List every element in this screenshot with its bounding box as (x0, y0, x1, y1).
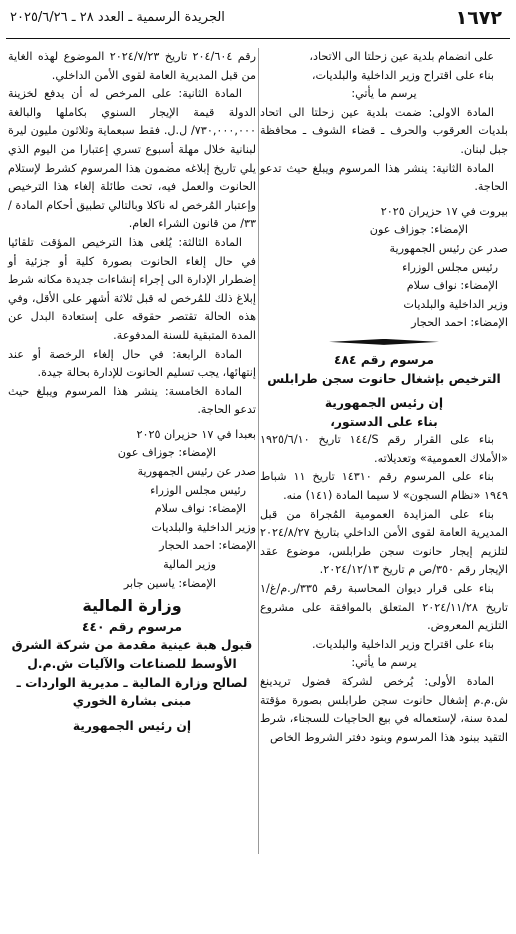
decree-clause: يرسم ما يأتي: (351, 656, 417, 670)
paragraph: بناء على قرار ديوان المحاسبة رقم ٣٣٥/ر.م/غ/١ تاريخ ٢٠٢٤/١١/٢٨ المتعلق بالموافقة على مشروع التلزيم المعروض. (260, 582, 508, 633)
issued-by: صدر عن رئيس الجمهورية (389, 241, 508, 255)
column-divider (258, 48, 259, 854)
left-column (8, 48, 256, 735)
article: المادة الخامسة: ينشر هذا المرسوم ويبلغ حيث تدعو الحاجة. (8, 384, 256, 417)
paragraph: بناء على اقتراح وزير الداخلية والبلديات، (311, 68, 494, 82)
right-column (260, 48, 508, 747)
paragraph: على انضمام بلدية عين زحلتا الى الاتحاد، (309, 50, 494, 63)
president-intro: إن رئيس الجمهورية (72, 718, 192, 733)
article: المادة الاولى: ضمت بلدية عين زحلتا الى اتحاد بلديات العرقوب والحرف ـ قضاء الشوف ـ محافظة جبل لبنان. (260, 105, 508, 156)
signature: الإمضاء: جوزاف عون (369, 223, 468, 237)
official-title: وزير الداخلية والبلديات (151, 520, 256, 534)
official-title: رئيس مجلس الوزراء (402, 260, 498, 274)
article: المادة الثالثة: يُلغى هذا الترخيص المؤقت تلقائيا في حال إلغاء الحانوت بصورة كلية أو جزئية أو إضطرار الإدارة الى إجراء إنشاءات جديدة مكانه شرط إبلاغ ذلك للمُرخص له قبل ثلاثة أشهر على الأقل، وفي هذه الحالة تقتصر حقوقه على إستعادة البدل عن المدة المتبقية للسنة المدفوعة. (8, 235, 256, 342)
decree-subject: الترخيص بإشغال حانوت سجن طرابلس (267, 371, 501, 386)
official-title: وزير المالية (163, 558, 216, 572)
article: المادة الثانية: على المرخص له أن يدفع لخزينة الدولة قيمة الإيجار السنوي بكاملها والبالغة ٧٣٠,٠٠٠,٠٠٠/ ل.ل. فقط سبعماية وثلاثون مليون ليرة لبنانية خلال مهلة أسبوع تسري إعتبارا من اليوم الذي يلي تاريخ إبلاغه مضمون هذا المرسوم كشرط لإستلام الحانوت والعمل فيه، تحت طائلة إلغاء هذا الترخيص وإعتبار المُرخص له ناكلا وبالتالي تطبيق أحكام المادة /٣٣/ من قانون الشراء العام. (8, 87, 256, 231)
paragraph: بناء على المزايدة العمومية المُجراة من قبل المديرية العامة لقوى الأمن الداخلي بتاريخ ٢٠٢٤/٨/٢٧ لتلزيم إيجار حانوت سجن طرابلس، موضوع عقد الإيجار رقم ٣٥٠/ص م تاريخ ٢٠٢٤/١٢/١٣. (260, 507, 508, 577)
official-title: رئيس مجلس الوزراء (150, 483, 246, 497)
signature: الإمضاء: نواف سلام (154, 502, 246, 516)
signature: الإمضاء: جوزاف عون (117, 446, 216, 460)
issue-info: الجريدة الرسمية ـ العدد ٢٨ ـ ٢٠٢٥/٦/٢٦ (10, 10, 225, 25)
decree-number: مرسوم رقم ٤٨٤ (334, 352, 434, 367)
decree-number: مرسوم رقم ٤٤٠ (82, 619, 182, 634)
president-intro: إن رئيس الجمهورية (324, 396, 444, 411)
decree-clause: يرسم ما يأتي: (351, 87, 417, 101)
signing-date: بيروت في ١٧ حزيران ٢٠٢٥ (380, 204, 508, 218)
article: المادة الثانية: ينشر هذا المرسوم ويبلغ حيث تدعو الحاجة. (260, 161, 508, 194)
section-separator (260, 336, 508, 348)
constitution-clause: بناء على الدستور، (330, 414, 438, 429)
signature: الإمضاء: احمد الحجار (159, 539, 256, 553)
signature: الإمضاء: احمد الحجار (411, 316, 508, 330)
signature: الإمضاء: نواف سلام (406, 279, 498, 293)
issued-by: صدر عن رئيس الجمهورية (137, 465, 256, 479)
header-rule (6, 38, 510, 39)
official-title: وزير الداخلية والبلديات (403, 297, 508, 311)
page-number: ١٦٧٢ (455, 7, 502, 29)
paragraph: بناء على القرار رقم S/١٤٤ تاريخ ١٩٢٥/٦/١٠ «الأملاك العمومية» وتعديلاته. (260, 433, 508, 465)
decree-subject: قبول هبة عينية مقدمة من شركة الشرق الأوسط للصناعات والآليات ش.م.ل لصالح وزارة المالية ـ مديرية الواردات ـ مبنى بشارة الخوري (11, 638, 253, 709)
ministry-heading: وزارة المالية (82, 596, 182, 616)
article: المادة الرابعة: في حال إلغاء الرخصة أو عند إنتهائها، يجب تسليم الحانوت للإدارة بحالة جيدة. (8, 347, 256, 380)
article: المادة الأولى: يُرخص لشركة فضول تريدينغ ش.م.م إشغال حانوت سجن طرابلس بصورة مؤقتة لمدة سنة، لإستعماله في بيع الحاجيات للسجناء، شرط التقيد ببنود هذا المرسوم وبنود دفتر الشروط الخاص (260, 675, 508, 744)
signing-date: بعبدا في ١٧ حزيران ٢٠٢٥ (136, 427, 256, 441)
page-header (6, 6, 510, 34)
paragraph: بناء على المرسوم رقم ١٤٣١٠ تاريخ ١١ شباط ١٩٤٩ «نظام السجون» لا سيما المادة (١٤١) منه. (260, 470, 508, 503)
paragraph: رقم ٢٠٤/٦٠٤ تاريخ ٢٠٢٤/٧/٢٣ الموضوع لهذه الغاية من قبل المديرية العامة لقوى الأمن الداخلي. (8, 50, 256, 82)
signature: الإمضاء: ياسين جابر (123, 576, 216, 590)
paragraph: بناء على اقتراح وزير الداخلية والبلديات. (311, 637, 494, 651)
